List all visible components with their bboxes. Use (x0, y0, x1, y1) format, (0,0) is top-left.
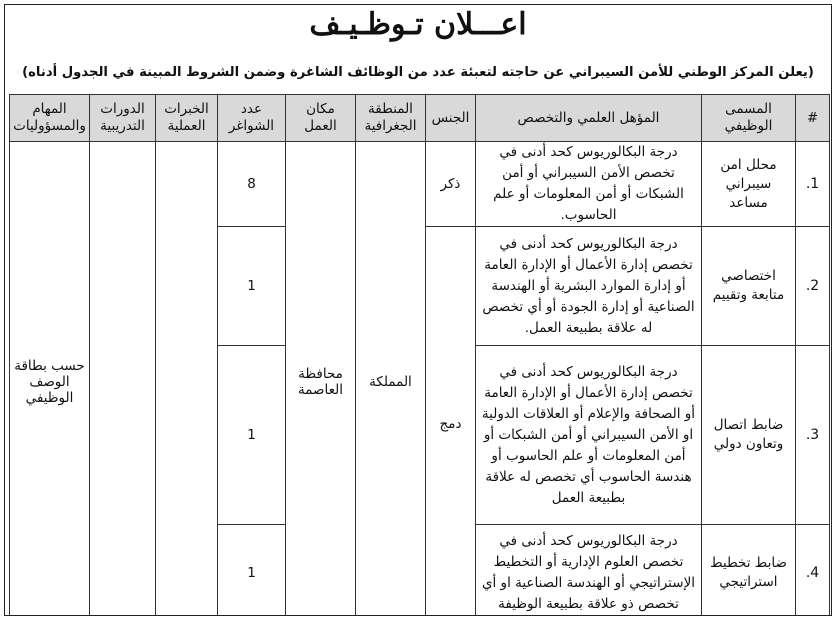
workplace-merged: محافظة العاصمة (286, 142, 356, 617)
table-row (10, 142, 830, 227)
header-qualification: المؤهل العلمي والتخصص (476, 95, 702, 142)
announcement-subtitle: (يعلن المركز الوطني للأمن السيبراني عن حاجته لتعبئة عدد من الوظائف الشاغرة وضمن الشروط المبينة في الجدول أدناه) (22, 65, 814, 80)
header-num: # (796, 95, 830, 142)
row-num: 3. (796, 346, 830, 525)
header-courses: الدورات التدريبية (90, 95, 156, 142)
header-region: المنطقة الجغرافية (356, 95, 426, 142)
qualification: درجة البكالوريوس كحد أدنى في تخصص الأمن السيبراني أو أمن الشبكات أو أمن المعلومات أو علم الحاسوب. (476, 142, 702, 227)
job-title: محلل امن سيبراني مساعد (702, 142, 796, 227)
header-gender: الجنس (426, 95, 476, 142)
header-vacancies: عدد الشواغر (218, 95, 286, 142)
qualification: درجة البكالوريوس كحد أدنى في تخصص العلوم الإدارية أو التخطيط الإستراتيجي أو الهندسة الصناعية او أي تخصص ذو علاقة بطبيعة الوظيفة (476, 525, 702, 617)
gender: ذكر (426, 142, 476, 227)
vacancies: 1 (218, 525, 286, 617)
qualification: درجة البكالوريوس كحد أدنى في تخصص إدارة الأعمال أو الإدارة العامة أو الصحافة والإعلام أو العلاقات الدولية او الأمن السيبراني أو أمن الشبكات أو أمن المعلومات أو علم الحاسوب أو هندسة الحاسوب أي تخصص له علاقة بطبيعة العمل (476, 346, 702, 525)
gender-merged: دمج (426, 227, 476, 617)
header-experience: الخبرات العملية (156, 95, 218, 142)
announcement-frame (4, 4, 832, 616)
row-num: 4. (796, 525, 830, 617)
table-header-row (10, 95, 830, 142)
job-title: ضابط اتصال وتعاون دولي (702, 346, 796, 525)
row-num: 1. (796, 142, 830, 227)
courses-merged (90, 142, 156, 617)
jobs-table (9, 94, 830, 616)
vacancies: 1 (218, 227, 286, 346)
header-job-title: المسمى الوظيفي (702, 95, 796, 142)
vacancies: 8 (218, 142, 286, 227)
announcement-title: اعـــلان تـوظـيـف (309, 7, 527, 42)
qualification: درجة البكالوريوس كحد أدنى في تخصص إدارة الأعمال أو الإدارة العامة أو إدارة الموارد البشرية أو الهندسة الصناعية أو إدارة الجودة أو أي تخصص له علاقة بطبيعة العمل. (476, 227, 702, 346)
header-workplace: مكان العمل (286, 95, 356, 142)
job-title: ضابط تخطيط استراتيجي (702, 525, 796, 617)
tasks-merged: حسب بطاقة الوصف الوظيفي (10, 142, 90, 617)
experience-merged (156, 142, 218, 617)
job-title: اختصاصي متابعة وتقييم (702, 227, 796, 346)
region-merged: المملكة (356, 142, 426, 617)
row-num: 2. (796, 227, 830, 346)
vacancies: 1 (218, 346, 286, 525)
header-tasks: المهام والمسؤوليات (10, 95, 90, 142)
